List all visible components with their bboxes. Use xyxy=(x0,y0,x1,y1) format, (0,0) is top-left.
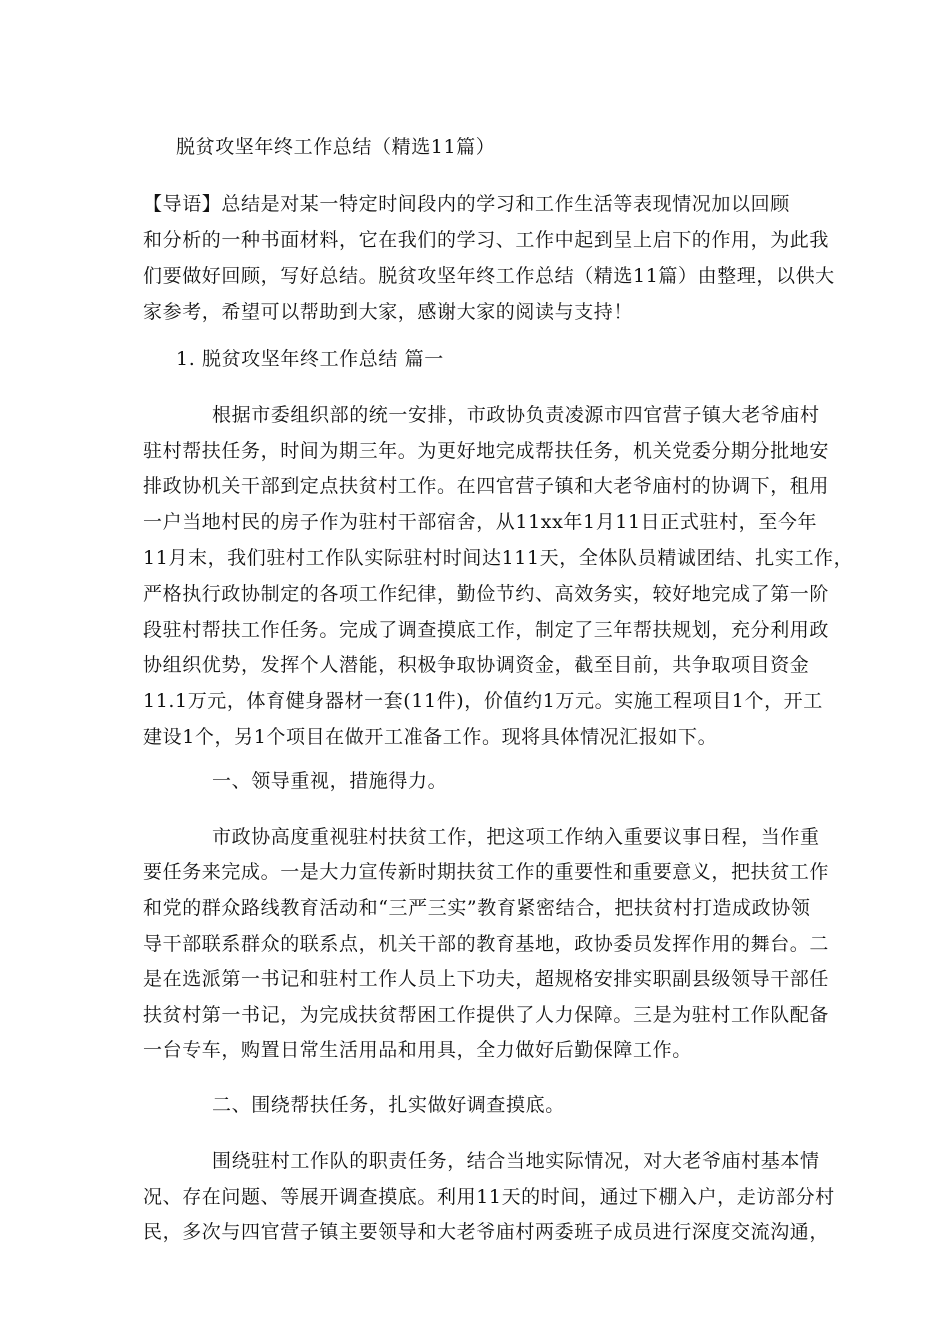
intro-line: 和分析的一种书面材料，它在我们的学习、工作中起到呈上启下的作用，为此我 xyxy=(143,229,830,251)
paragraph-line: 扶贫村第一书记，为完成扶贫帮困工作提供了人力保障。三是为驻村工作队配备 xyxy=(143,1004,830,1026)
paragraph-line: 一台专车，购置日常生活用品和用具，全力做好后勤保障工作。 xyxy=(143,1039,692,1061)
paragraph-line: 一户当地村民的房子作为驻村干部宿舍，从11xx年1月11日正式驻村，至今年 xyxy=(143,511,818,533)
paragraph-line: 市政协高度重视驻村扶贫工作，把这项工作纳入重要议事日程，当作重 xyxy=(212,826,820,848)
paragraph-line: 排政协机关干部到定点扶贫村工作。在四官营子镇和大老爷庙村的协调下，租用 xyxy=(143,475,830,497)
paragraph-line: 建设1个，另1个项目在做开工准备工作。现将具体情况汇报如下。 xyxy=(143,726,718,748)
paragraph-line: 围绕驻村工作队的职责任务，结合当地实际情况，对大老爷庙村基本情 xyxy=(212,1150,820,1172)
section-title: 1. 脱贫攻坚年终工作总结 篇一 xyxy=(176,348,444,370)
paragraph-line: 民，多次与四官营子镇主要领导和大老爷庙村两委班子成员进行深度交流沟通， xyxy=(143,1221,830,1243)
paragraph-line: 段驻村帮扶工作任务。完成了调查摸底工作，制定了三年帮扶规划，充分利用政 xyxy=(143,619,830,641)
intro-line: 们要做好回顾，写好总结。脱贫攻坚年终工作总结（精选11篇）由整理，以供大 xyxy=(143,265,835,287)
paragraph-line: 协组织优势，发挥个人潜能，积极争取协调资金，截至目前，共争取项目资金 xyxy=(143,654,810,676)
paragraph-line: 是在选派第一书记和驻村工作人员上下功夫，超规格安排实职副县级领导干部任 xyxy=(143,968,830,990)
section-heading: 二、围绕帮扶任务，扎实做好调查摸底。 xyxy=(212,1094,565,1116)
paragraph-line: 11.1万元，体育健身器材一套(11件)，价值约1万元。实施工程项目1个，开工 xyxy=(143,690,823,712)
paragraph-line: 11月末，我们驻村工作队实际驻村时间达111天，全体队员精诚团结、扎实工作， xyxy=(143,547,854,569)
paragraph-line: 导干部联系群众的联系点，机关干部的教育基地，政协委员发挥作用的舞台。二 xyxy=(143,933,830,955)
paragraph-line: 根据市委组织部的统一安排，市政协负责凌源市四官营子镇大老爷庙村 xyxy=(212,404,820,426)
section-heading: 一、领导重视，措施得力。 xyxy=(212,770,448,792)
paragraph-line: 严格执行政协制定的各项工作纪律，勤俭节约、高效务实，较好地完成了第一阶 xyxy=(143,583,830,605)
document-title: 脱贫攻坚年终工作总结（精选11篇） xyxy=(176,136,496,158)
paragraph-line: 和党的群众路线教育活动和“三严三实”教育紧密结合，把扶贫村打造成政协领 xyxy=(143,897,811,919)
paragraph-line: 要任务来完成。一是大力宣传新时期扶贫工作的重要性和重要意义，把扶贫工作 xyxy=(143,861,830,883)
intro-line: 家参考，希望可以帮助到大家，感谢大家的阅读与支持！ xyxy=(143,301,634,323)
paragraph-line: 况、存在问题、等展开调查摸底。利用11天的时间，通过下棚入户，走访部分村 xyxy=(143,1186,835,1208)
intro-line: 【导语】总结是对某一特定时间段内的学习和工作生活等表现情况加以回顾 xyxy=(143,193,790,215)
paragraph-line: 驻村帮扶任务，时间为期三年。为更好地完成帮扶任务，机关党委分期分批地安 xyxy=(143,440,830,462)
